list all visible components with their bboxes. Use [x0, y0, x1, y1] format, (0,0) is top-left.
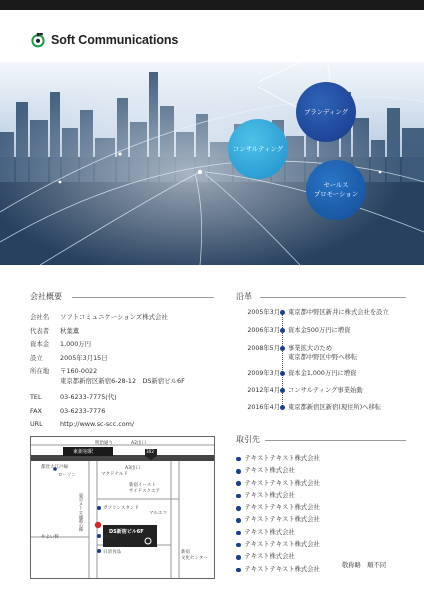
bullet-icon	[236, 555, 241, 560]
city-skyline-image	[0, 62, 424, 265]
info-value: 秋葉薫	[60, 326, 80, 335]
sales-promotion-label	[314, 181, 358, 198]
consulting-bubble	[228, 119, 288, 179]
culture-line1: 新宿	[181, 550, 190, 555]
info-label: 代表者	[30, 326, 50, 335]
info-row	[30, 325, 215, 339]
company-info	[30, 311, 215, 432]
tel-value: 03-6233-7775(代)	[60, 393, 117, 401]
timeline-dot	[280, 388, 285, 393]
timeline-dot	[280, 346, 285, 351]
url-link[interactable]: http://www.sc-scc.com/	[60, 420, 135, 428]
bullet-icon	[236, 481, 241, 486]
map-label-mcd: マクドナルド	[101, 472, 128, 477]
map-label-meiji: 明治通り	[95, 441, 113, 446]
history-date: 2008年5月	[247, 345, 280, 352]
timeline-dot	[280, 328, 285, 333]
map-label-post: 郵便局	[103, 536, 117, 541]
eastside-line2: サイドスクエア	[129, 489, 161, 494]
history-text: 東京都新宿区新宿(現住所)へ移転	[288, 404, 382, 411]
history-title-rule	[260, 297, 406, 298]
client-name: テキスト株式会社	[244, 553, 295, 561]
client-name: テキストテキスト株式会社	[244, 504, 320, 512]
brand-name: Soft Communications	[51, 33, 179, 47]
info-row	[30, 338, 215, 352]
branding-bubble	[296, 82, 356, 142]
address-row	[30, 367, 215, 386]
list-item	[236, 514, 416, 526]
map-label-route: 302	[146, 449, 154, 454]
map-label-building: DS新宿ビル6F	[109, 529, 144, 535]
client-name: テキストテキスト株式会社	[244, 455, 320, 462]
info-label: 資本金	[30, 340, 50, 348]
timeline-dot	[280, 371, 285, 376]
map-label-lawson: ローソン	[58, 473, 76, 478]
bullet-icon	[236, 518, 241, 523]
info-label: URL	[30, 420, 43, 428]
map-label-station: 東新宿駅	[73, 449, 94, 455]
info-label: 設立	[30, 353, 43, 362]
top-bar	[0, 0, 424, 10]
list-item	[236, 539, 416, 551]
info-row	[30, 352, 215, 366]
history-date: 2006年3月	[247, 327, 280, 334]
history-date: 2009年3月	[247, 370, 280, 377]
client-name: テキストテキスト株式会社	[244, 565, 320, 573]
list-item	[236, 490, 416, 502]
list-item	[236, 564, 416, 576]
map-label-a2: A2出口	[131, 441, 146, 446]
client-name: テキストテキスト株式会社	[244, 541, 320, 549]
brand-logo	[30, 31, 178, 49]
branding-label: ブランディング	[303, 107, 349, 116]
map-label-a3: A3出口	[125, 466, 140, 471]
info-row	[30, 311, 215, 325]
map-label-gs: ガソリンスタンド	[103, 506, 139, 511]
history-date: 2012年4月	[247, 387, 280, 394]
map-label-metro: 東京メトロ副都心線	[78, 493, 83, 532]
logo-mark-icon	[30, 32, 46, 48]
history-text-line2: 東京都中野区中野へ移転	[288, 354, 358, 361]
history-text	[288, 344, 413, 362]
list-item	[236, 502, 416, 514]
map-label-culture	[181, 550, 208, 562]
info-value: ソフトコミュニケーションズ株式会社	[60, 313, 168, 321]
client-name: テキスト株式会社	[244, 528, 295, 536]
culture-line2: 文化センター	[181, 556, 208, 561]
bullet-icon	[236, 543, 241, 548]
history-date: 2016年4月	[247, 404, 280, 411]
client-name: テキストテキスト株式会社	[244, 479, 320, 487]
map-label-fire: 都営大江戸線	[41, 465, 68, 470]
bullet-icon	[236, 469, 241, 474]
timeline-dot	[280, 405, 285, 410]
history-text: 資本金500万円に増資	[288, 327, 351, 334]
map-label-marutsu: マルエツ	[149, 511, 167, 516]
hero-image	[0, 62, 424, 265]
history-section-title: 沿革	[236, 292, 252, 301]
client-name: テキスト株式会社	[244, 491, 295, 499]
client-name: テキスト株式会社	[244, 467, 295, 475]
history-text: コンサルティング事業始動	[288, 387, 363, 394]
sales-promotion-bubble	[306, 160, 366, 220]
map-label-nikko: 日清食品	[103, 550, 121, 555]
list-item	[236, 465, 416, 477]
bullet-icon	[236, 506, 241, 511]
list-item	[236, 453, 416, 465]
map-label-eastside	[129, 483, 160, 495]
info-label: 所在地	[30, 367, 50, 375]
closing-note: 敬称略 順不同	[342, 562, 387, 569]
info-row	[30, 405, 215, 419]
clients-title-rule	[265, 440, 406, 441]
address-value	[60, 367, 215, 386]
company-section-title: 会社概要	[30, 292, 62, 301]
timeline-dot	[280, 310, 285, 315]
street-address: 東京都新宿区新宿6-28-12 DS新宿ビル6F	[60, 376, 185, 385]
info-value: 1,000万円	[60, 340, 92, 348]
clients-section-title: 取引先	[236, 435, 260, 444]
list-item	[236, 527, 416, 539]
info-label: 会社名	[30, 313, 50, 321]
access-map	[30, 436, 215, 579]
history-text-line1: 事業拡大のため	[288, 345, 333, 352]
list-item	[236, 478, 416, 490]
sales-label-line1: セールス	[323, 181, 349, 190]
bullet-icon	[236, 531, 241, 536]
clients-list	[236, 453, 416, 576]
map-label-yayoi: やよい軒	[41, 535, 59, 540]
info-row	[30, 391, 215, 405]
bullet-icon	[236, 457, 241, 462]
info-value: 2005年3月15日	[60, 353, 108, 362]
eastside-line1: 新宿イースト	[129, 483, 156, 488]
sales-label-line2: プロモーション	[313, 190, 359, 198]
consulting-label: コンサルティング	[232, 144, 284, 153]
fax-value: 03-6233-7776	[60, 406, 106, 415]
list-item	[236, 551, 416, 563]
info-row	[30, 418, 215, 432]
company-title-rule	[72, 297, 214, 298]
info-label: TEL	[30, 393, 42, 401]
history-date: 2005年3月	[247, 309, 280, 316]
bullet-icon	[236, 494, 241, 499]
info-label: FAX	[30, 406, 42, 415]
client-name: テキストテキスト株式会社	[244, 516, 320, 524]
history-text: 資本金1,000万円に増資	[288, 370, 357, 377]
bullet-icon	[236, 568, 241, 573]
postal-code: 〒160-0022	[60, 367, 98, 375]
history-text: 東京都中野区新井に株式会社を設立	[288, 309, 389, 316]
